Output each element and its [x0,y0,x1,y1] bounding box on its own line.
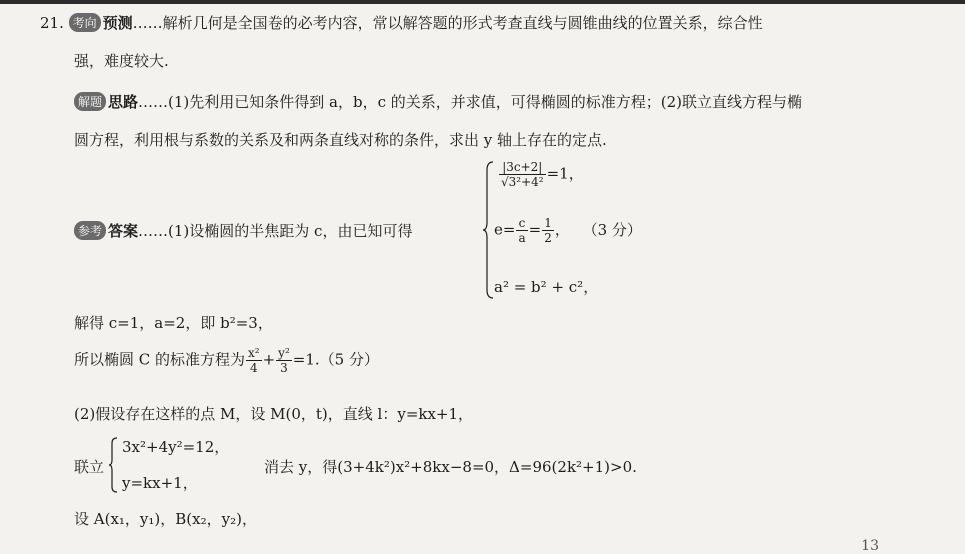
plus: + [262,350,276,369]
fraction-num: |3c+2| [499,160,546,175]
fraction-y2-over-3 [276,346,292,375]
set-points-line [74,508,257,529]
system1-row-2 [494,216,642,245]
fraction-den: 4 [249,361,258,375]
heading-approach: 思路 [108,93,139,111]
set-points-text: 设 A(x₁，y₁)，B(x₂，y₂)， [74,510,257,528]
question-number: 21. [40,14,64,32]
prediction-line-1 [40,12,763,33]
system2-row-1 [122,436,229,457]
approach-text-2: 圆方程，利用根与系数的关系及和两条直线对称的条件，求出 y 轴上存在的定点. [74,131,607,149]
solve-text: 解得 c=1，a=2，即 b²=3， [74,314,273,332]
prediction-text: ……解析几何是全国卷的必考内容，常以解答题的形式考查直线与圆锥曲线的位置关系，综合性 [132,14,763,32]
badge-answer: 参考 [74,221,106,240]
prediction-line-2 [74,50,169,71]
eliminate-line [264,456,637,477]
prediction-text-2: 强，难度较大. [74,52,169,70]
fraction-one-half [542,216,554,245]
fraction-c-over-a [516,216,527,245]
system1-row-1 [498,160,584,189]
solve-line [74,312,273,333]
system2-row-2 [122,472,198,493]
fraction-den: a [518,231,526,245]
fraction-num: c [516,216,527,231]
fraction-num: x² [248,346,260,360]
combine-label: 联立 [74,458,105,476]
equation-system-1 [482,160,682,300]
fraction-den: 2 [544,231,552,245]
fraction-distance [499,160,546,189]
answer-line [74,220,412,241]
standard-equation-line [74,346,379,375]
brace-2 [108,436,118,494]
std-lead: 所以椭圆 C 的标准方程为 [74,350,246,369]
fraction-den: 3 [280,361,288,375]
eq-tail: ， [554,220,570,239]
part2-line [74,403,473,424]
ellipse-eq: 3x²+4y²=12， [122,438,230,456]
top-rule [0,0,965,4]
equals: = [528,220,542,239]
line-eq: y=kx+1， [122,474,198,492]
heading-prediction: 预测 [102,14,133,32]
eq-tail: =1， [546,164,584,183]
fraction-den: √3²+4² [501,175,544,189]
part2-text: (2)假设存在这样的点 M，设 M(0，t)，直线 l：y=kx+1， [74,405,474,423]
eccentricity-lhs: e= [494,220,516,239]
approach-line-1 [74,91,802,112]
approach-text: ……(1)先利用已知条件得到 a，b，c 的关系，并求值，可得椭圆的标准方程；(2)联立直线方程与椭 [138,93,803,111]
badge-approach: 解题 [74,92,106,111]
equation-system-2 [108,436,248,494]
fraction-num: 1 [544,216,552,230]
score-3: （3 分） [582,220,642,239]
fraction-num: y² [278,346,290,360]
answer-lead: ……(1)设椭圆的半焦距为 c，由已知可得 [138,222,413,240]
abc-relation: a² = b² + c²， [494,278,599,296]
system1-row-3 [494,276,598,297]
system2-lead [74,456,104,477]
heading-answer: 答案 [108,222,139,240]
approach-line-2 [74,129,607,150]
eliminate-text: 消去 y，得(3+4k²)x²+8kx−8=0，Δ=96(2k²+1)>0. [264,458,637,476]
page-number: 13 [861,538,879,554]
badge-prediction: 考向 [69,13,101,32]
brace-1 [482,160,494,300]
fraction-x2-over-4 [246,346,262,375]
std-tail: =1.（5 分） [292,350,379,369]
